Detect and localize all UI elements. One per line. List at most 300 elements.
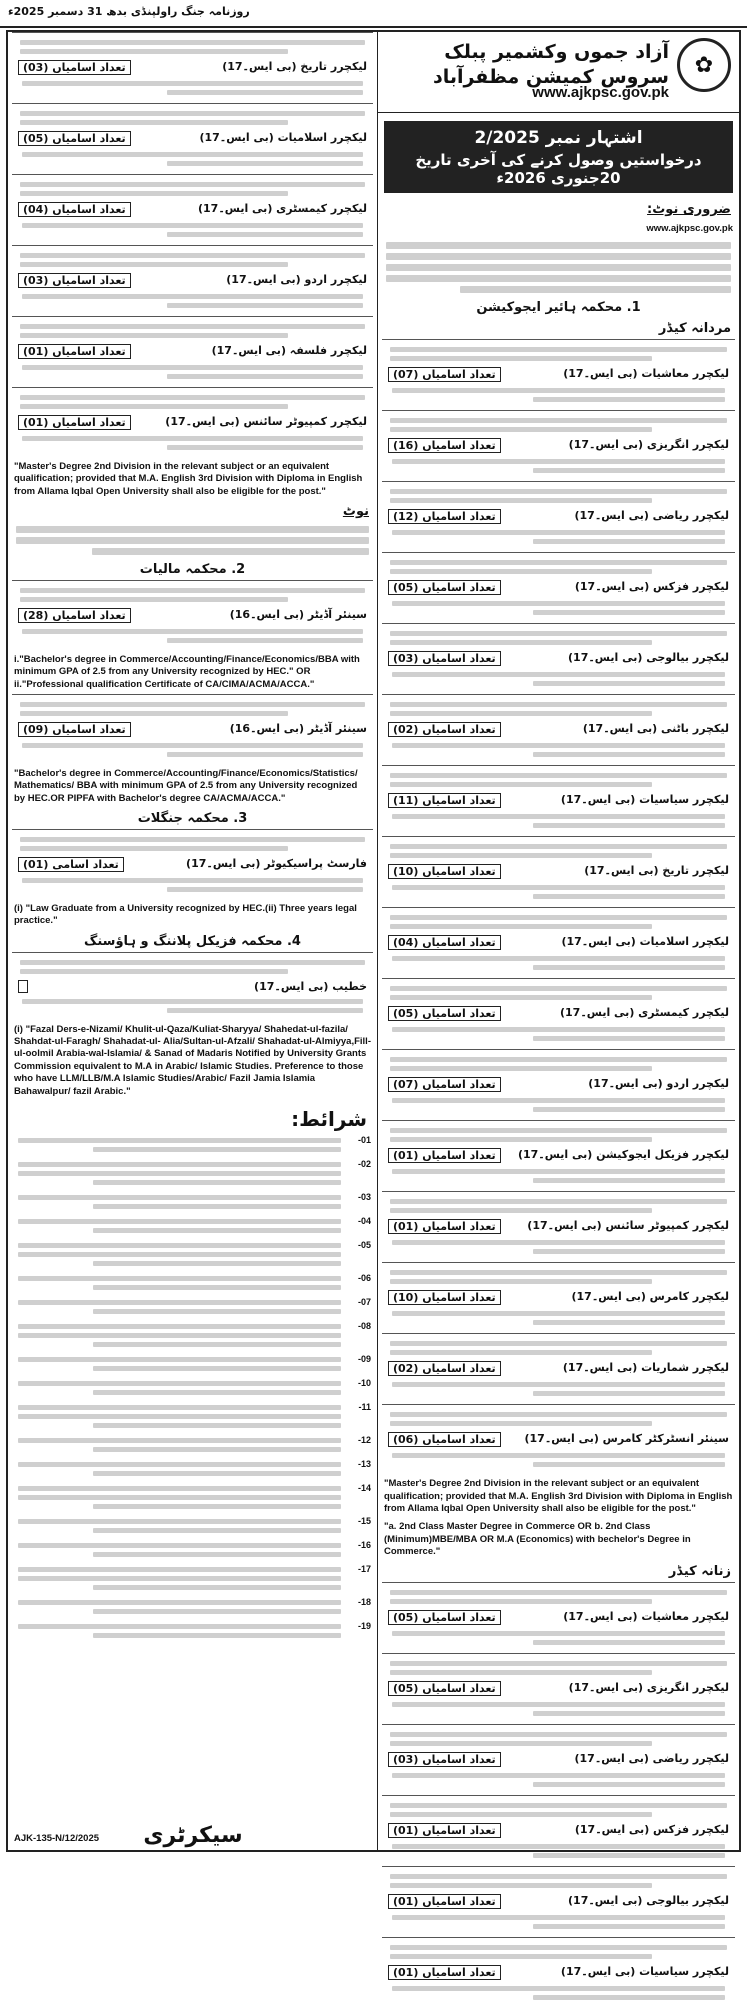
post-detail-line bbox=[167, 1008, 363, 1013]
job-post bbox=[12, 316, 373, 387]
condition-line bbox=[18, 1243, 341, 1248]
post-detail-line bbox=[392, 1986, 725, 1991]
post-detail-line bbox=[390, 1128, 727, 1133]
note-line bbox=[386, 275, 731, 282]
post-title: لیکچرر سیاسیات (بی ایس۔17) bbox=[560, 1965, 729, 1979]
condition-number: 16- bbox=[357, 1539, 371, 1550]
post-title-row bbox=[384, 1359, 733, 1378]
post-title: لیکچرر کیمسٹری (بی ایس۔17) bbox=[559, 1006, 729, 1020]
post-detail-line bbox=[390, 631, 727, 636]
note-line bbox=[386, 253, 731, 260]
condition-line bbox=[18, 1252, 341, 1257]
post-details bbox=[384, 1270, 733, 1284]
post-detail-line bbox=[167, 638, 363, 643]
job-post bbox=[12, 580, 373, 651]
condition-text bbox=[14, 1296, 345, 1318]
condition-line bbox=[18, 1300, 341, 1305]
post-detail-line bbox=[392, 1773, 725, 1778]
post-vacancies: تعداد اسامیاں (16) bbox=[388, 438, 501, 453]
job-post bbox=[382, 1120, 735, 1191]
commerce-eligibility: "a. 2nd Class Master Degree in Commerce OR b. 2nd Class (Minimum)MBE/MBA OR M.A (Economics) with bechelor's Degree in Commerce." bbox=[384, 1521, 691, 1558]
post-title-row bbox=[384, 365, 733, 384]
post-detail-line bbox=[390, 569, 652, 574]
condition-item bbox=[8, 1214, 377, 1238]
condition-item bbox=[8, 1538, 377, 1562]
post-detail-line bbox=[390, 924, 652, 929]
post-vacancies: تعداد اسامیاں (01) bbox=[388, 1219, 501, 1234]
post-detail-line bbox=[390, 1670, 652, 1675]
post-detail-line bbox=[22, 999, 363, 1004]
post-title: سینئر آڈیٹر (بی ایس۔16) bbox=[229, 608, 367, 622]
post-details bbox=[384, 702, 733, 716]
post-detail-line bbox=[22, 629, 363, 634]
condition-number: 02- bbox=[357, 1158, 371, 1169]
post-title-row bbox=[384, 1430, 733, 1449]
post-detail-line bbox=[390, 702, 727, 707]
post-vacancies: تعداد اسامیاں (07) bbox=[388, 1077, 501, 1092]
post-detail-line bbox=[20, 837, 365, 842]
post-title-row bbox=[384, 933, 733, 952]
condition-number: 01- bbox=[357, 1134, 371, 1145]
post-detail-line bbox=[167, 161, 363, 166]
post-detail-line bbox=[392, 1311, 725, 1316]
notes-website[interactable]: www.ajkpsc.gov.pk bbox=[646, 223, 733, 234]
post-vacancies: تعداد اسامیاں (01) bbox=[18, 344, 131, 359]
condition-line bbox=[18, 1162, 341, 1167]
post-detail-line bbox=[392, 814, 725, 819]
condition-item bbox=[8, 1514, 377, 1538]
job-post bbox=[382, 1582, 735, 1653]
post-title-row bbox=[14, 413, 371, 432]
post-detail-line bbox=[390, 1661, 727, 1666]
post-detail-line bbox=[390, 1199, 727, 1204]
condition-text bbox=[14, 1191, 345, 1213]
condition-line bbox=[93, 1504, 341, 1509]
post-details bbox=[384, 1128, 733, 1142]
job-post bbox=[382, 1191, 735, 1262]
job-post bbox=[12, 174, 373, 245]
post-detail-line bbox=[392, 1915, 725, 1920]
post-detail-line bbox=[167, 887, 363, 892]
condition-number: 07- bbox=[357, 1296, 371, 1307]
condition-number: 18- bbox=[357, 1596, 371, 1607]
planning-eligibility: (i) "Fazal Ders-e-Nizami/ Khulit-ul-Qaza/Kuliat-Sharyya/ Shahedat-ul-fazila/ Shahdat-ul-Faragh/ Shahadat-ul- Alia/Sultan-ul-Afzali/ Shahadat-ul-Almiyya,Fill-ul-oolmil Arabia-wal-Islamia/ & Sanad of Madaris Notified by University Grants Commission equivalent to M.A in Arabic/ Islamic Studies. Preference to those who have LLM/LLB/M.A Islamic Studies/Arabic/ Fazil Jamia Islamia Bahawalpur/ fazil Arabic." bbox=[14, 1023, 371, 1097]
condition-line bbox=[93, 1147, 341, 1152]
condition-text bbox=[14, 1377, 345, 1399]
post-detail-line bbox=[390, 853, 652, 858]
post-title: لیکچرر ریاضی (بی ایس۔17) bbox=[574, 1752, 729, 1766]
important-notes-heading: ضروری نوٹ: bbox=[647, 202, 731, 217]
post-details bbox=[14, 395, 371, 409]
note-line bbox=[386, 242, 731, 249]
post-title-row bbox=[384, 1288, 733, 1307]
post-title: لیکچرر تاریخ (بی ایس۔17) bbox=[222, 60, 367, 73]
post-detail-line bbox=[22, 81, 363, 86]
condition-item bbox=[8, 1133, 377, 1157]
condition-text bbox=[14, 1158, 345, 1189]
post-detail-line bbox=[533, 1178, 725, 1183]
post-detail-line bbox=[390, 844, 727, 849]
post-title: لیکچرر کمپیوٹر سائنس (بی ایس۔17) bbox=[165, 415, 367, 428]
job-post bbox=[382, 836, 735, 907]
condition-text bbox=[14, 1563, 345, 1594]
organization-name: آزاد جموں وکشمیر پبلک سروس کمیشن مظفرآباد bbox=[432, 41, 669, 88]
post-detail-line bbox=[390, 915, 727, 920]
job-post bbox=[382, 907, 735, 978]
post-vacancies: تعداد اسامیاں (03) bbox=[388, 1752, 501, 1767]
post-detail-line bbox=[20, 597, 288, 602]
condition-line bbox=[93, 1285, 341, 1290]
condition-number: 08- bbox=[357, 1320, 371, 1331]
post-vacancies: تعداد اسامیاں (04) bbox=[18, 202, 131, 217]
post-detail-line bbox=[392, 388, 725, 393]
masthead bbox=[378, 32, 739, 113]
post-detail-line bbox=[533, 1924, 725, 1929]
condition-text bbox=[14, 1239, 345, 1270]
post-detail-line bbox=[390, 1208, 652, 1213]
condition-line bbox=[18, 1486, 341, 1491]
post-detail-line bbox=[20, 846, 288, 851]
post-detail-line bbox=[20, 120, 288, 125]
post-detail-line bbox=[392, 1631, 725, 1636]
post-title: لیکچرر فزکس (بی ایس۔17) bbox=[574, 580, 729, 594]
post-vacancies: تعداد اسامیاں (03) bbox=[388, 651, 501, 666]
post-details bbox=[384, 631, 733, 645]
condition-line bbox=[93, 1342, 341, 1347]
advert-deadline: درخواستیں وصول کرنے کی آخری تاریخ 20جنوری 2026ء bbox=[415, 151, 702, 187]
post-vacancies: تعداد اسامیاں (02) bbox=[388, 722, 501, 737]
post-details bbox=[384, 1341, 733, 1355]
post-title-row bbox=[384, 1608, 733, 1627]
post-title: لیکچرر انگریزی (بی ایس۔17) bbox=[568, 1681, 729, 1695]
post-vacancies: تعداد اسامیاں (01) bbox=[388, 1823, 501, 1838]
post-detail-line bbox=[390, 347, 727, 352]
post-detail-line bbox=[390, 1741, 652, 1746]
post-detail-line bbox=[533, 1036, 725, 1041]
condition-line bbox=[18, 1438, 341, 1443]
condition-line bbox=[18, 1519, 341, 1524]
job-post bbox=[382, 1404, 735, 1475]
secretary-signature: سیکرٹری bbox=[143, 1823, 243, 1848]
job-post bbox=[382, 765, 735, 836]
post-vacancies: تعداد اسامیاں (12) bbox=[388, 509, 501, 524]
left-posts-list bbox=[8, 32, 377, 458]
post-details bbox=[14, 588, 371, 602]
post-title: لیکچرر ریاضی (بی ایس۔17) bbox=[574, 509, 729, 523]
post-detail-line bbox=[392, 459, 725, 464]
post-detail-line bbox=[390, 773, 727, 778]
post-details bbox=[384, 844, 733, 858]
job-post bbox=[12, 387, 373, 458]
condition-line bbox=[93, 1390, 341, 1395]
condition-text bbox=[14, 1620, 345, 1642]
condition-text bbox=[14, 1134, 345, 1156]
job-post bbox=[12, 694, 373, 765]
post-vacancies: تعداد اسامیاں (05) bbox=[388, 1681, 501, 1696]
post-detail-line bbox=[22, 878, 363, 883]
finance-eligibility-2: "Bachelor's degree in Commerce/Accounting/Finance/Economics/Statistics/ Mathematics/ BBA with minimum GPA of 2.5 from any University recognized by HEC.OR PIPFA with Bachelor's degree CA/ACMA/ACCA." bbox=[14, 768, 358, 804]
post-title-row bbox=[384, 791, 733, 810]
post-details bbox=[384, 1732, 733, 1746]
post-detail-line bbox=[533, 1462, 725, 1467]
post-detail-line bbox=[20, 404, 288, 409]
post-details bbox=[384, 560, 733, 574]
condition-item bbox=[8, 1352, 377, 1376]
post-detail-line bbox=[20, 324, 365, 329]
post-details bbox=[14, 960, 371, 974]
post-title: لیکچرر شماریات (بی ایس۔17) bbox=[562, 1361, 729, 1375]
post-title-row bbox=[384, 507, 733, 526]
condition-text bbox=[14, 1320, 345, 1351]
job-post bbox=[382, 1866, 735, 1937]
post-detail-line bbox=[533, 397, 725, 402]
post-title: لیکچرر باٹنی (بی ایس۔17) bbox=[582, 722, 729, 736]
condition-item bbox=[8, 1457, 377, 1481]
condition-line bbox=[93, 1204, 341, 1209]
post-vacancies: تعداد اسامی (01) bbox=[18, 857, 124, 872]
forest-eligibility: (i) "Law Graduate from a University recognized by HEC.(ii) Three years legal practice." bbox=[14, 903, 357, 927]
post-vacancies: تعداد اسامیاں (05) bbox=[388, 1610, 501, 1625]
post-title: لیکچرر سیاسیات (بی ایس۔17) bbox=[560, 793, 729, 807]
post-detail-line bbox=[167, 303, 363, 308]
right-column bbox=[378, 32, 739, 1980]
section-finance: 2. محکمہ مالیات bbox=[139, 562, 246, 578]
post-title-row bbox=[384, 1963, 733, 1982]
post-detail-line bbox=[390, 356, 652, 361]
condition-number: 04- bbox=[357, 1215, 371, 1226]
post-detail-line bbox=[392, 1453, 725, 1458]
post-detail-line bbox=[390, 1412, 727, 1417]
post-title: لیکچرر معاشیات (بی ایس۔17) bbox=[563, 367, 729, 381]
job-post bbox=[12, 103, 373, 174]
condition-line bbox=[18, 1138, 341, 1143]
condition-line bbox=[93, 1447, 341, 1452]
condition-text bbox=[14, 1401, 345, 1432]
post-title: لیکچرر معاشیات (بی ایس۔17) bbox=[563, 1610, 729, 1624]
post-title: لیکچرر بیالوجی (بی ایس۔17) bbox=[568, 651, 729, 665]
post-detail-line bbox=[533, 965, 725, 970]
post-vacancies: تعداد اسامیاں (05) bbox=[18, 131, 131, 146]
condition-line bbox=[93, 1180, 341, 1185]
post-detail-line bbox=[390, 498, 652, 503]
post-detail-line bbox=[390, 418, 727, 423]
condition-line bbox=[18, 1567, 341, 1572]
post-detail-line bbox=[390, 1599, 652, 1604]
post-detail-line bbox=[533, 468, 725, 473]
notice-label: نوٹ bbox=[342, 504, 369, 520]
post-vacancies: تعداد اسامیاں (09) bbox=[18, 722, 131, 737]
post-detail-line bbox=[20, 49, 288, 54]
notice-line bbox=[16, 537, 369, 544]
post-detail-line bbox=[20, 588, 365, 593]
post-title-row bbox=[14, 58, 371, 77]
post-title-row bbox=[14, 200, 371, 219]
post-detail-line bbox=[390, 1066, 652, 1071]
post-title: لیکچرر بیالوجی (بی ایس۔17) bbox=[568, 1894, 729, 1908]
condition-item bbox=[8, 1481, 377, 1514]
post-detail-line bbox=[533, 1640, 725, 1645]
job-post bbox=[382, 552, 735, 623]
job-post bbox=[382, 1795, 735, 1866]
post-title: لیکچرر انگریزی (بی ایس۔17) bbox=[568, 438, 729, 452]
post-detail-line bbox=[390, 1732, 727, 1737]
post-details bbox=[384, 915, 733, 929]
post-detail-line bbox=[22, 152, 363, 157]
post-detail-line bbox=[390, 427, 652, 432]
condition-line bbox=[93, 1528, 341, 1533]
condition-number: 17- bbox=[357, 1563, 371, 1574]
post-detail-line bbox=[390, 1590, 727, 1595]
condition-line bbox=[18, 1414, 341, 1419]
condition-line bbox=[93, 1609, 341, 1614]
post-title-row bbox=[384, 1892, 733, 1911]
post-title-row bbox=[384, 1217, 733, 1236]
post-details bbox=[384, 1057, 733, 1071]
post-title-row bbox=[384, 720, 733, 739]
condition-item bbox=[8, 1619, 377, 1643]
post-detail-line bbox=[392, 1027, 725, 1032]
condition-item bbox=[8, 1595, 377, 1619]
post-details bbox=[14, 253, 371, 267]
post-detail-line bbox=[533, 894, 725, 899]
post-detail-line bbox=[390, 1270, 727, 1275]
post-detail-line bbox=[390, 1883, 652, 1888]
post-detail-line bbox=[167, 445, 363, 450]
post-details bbox=[384, 489, 733, 503]
condition-line bbox=[18, 1324, 341, 1329]
post-detail-line bbox=[392, 1382, 725, 1387]
post-detail-line bbox=[390, 1812, 652, 1817]
post-detail-line bbox=[392, 885, 725, 890]
post-title: لیکچرر فزکس (بی ایس۔17) bbox=[574, 1823, 729, 1837]
finance-post bbox=[8, 580, 377, 651]
post-details bbox=[384, 1874, 733, 1888]
post-title-row bbox=[384, 649, 733, 668]
condition-number: 03- bbox=[357, 1191, 371, 1202]
condition-text bbox=[14, 1515, 345, 1537]
post-detail-line bbox=[533, 1320, 725, 1325]
conditions-list bbox=[8, 1133, 377, 1643]
post-title: سینئر آڈیٹر (بی ایس۔16) bbox=[229, 722, 367, 736]
post-detail-line bbox=[392, 956, 725, 961]
condition-line bbox=[18, 1576, 341, 1581]
post-details bbox=[14, 324, 371, 338]
conditions-heading: شرائط: bbox=[291, 1106, 367, 1131]
post-detail-line bbox=[390, 1421, 652, 1426]
post-details bbox=[384, 1412, 733, 1426]
masters-eligibility-text: "Master's Degree 2nd Division in the relevant subject or an equivalent qualification; provided that M.A. English 3rd Division with Diploma in English from Allama Iqbal Open University shall also be eligible for the post." bbox=[14, 461, 363, 497]
condition-line bbox=[93, 1633, 341, 1638]
condition-line bbox=[93, 1309, 341, 1314]
post-detail-line bbox=[390, 782, 652, 787]
post-title: لیکچرر کمپیوٹر سائنس (بی ایس۔17) bbox=[527, 1219, 729, 1233]
female-cadre-heading: زنانہ کیڈر bbox=[668, 1564, 731, 1580]
condition-line bbox=[93, 1471, 341, 1476]
condition-line bbox=[93, 1366, 341, 1371]
post-title-row bbox=[384, 578, 733, 597]
condition-text bbox=[14, 1596, 345, 1618]
post-title-row bbox=[384, 1821, 733, 1840]
forest-post bbox=[8, 829, 377, 900]
right-posts-list bbox=[378, 339, 739, 1475]
advert-number: اشتہار نمبر 2/2025 bbox=[474, 128, 643, 148]
post-detail-line bbox=[533, 681, 725, 686]
post-details bbox=[14, 182, 371, 196]
post-title-row bbox=[384, 1146, 733, 1165]
post-detail-line bbox=[20, 191, 288, 196]
left-column bbox=[8, 32, 378, 1850]
post-details bbox=[14, 111, 371, 125]
post-vacancies: تعداد اسامیاں (05) bbox=[388, 580, 501, 595]
post-detail-line bbox=[392, 743, 725, 748]
notice-line bbox=[16, 526, 369, 533]
post-title-row bbox=[384, 436, 733, 455]
condition-line bbox=[18, 1495, 341, 1500]
male-cadre-heading: مردانہ کیڈر bbox=[658, 321, 731, 337]
website-link[interactable]: www.ajkpsc.gov.pk bbox=[532, 84, 669, 101]
post-title: لیکچرر اردو (بی ایس۔17) bbox=[588, 1077, 729, 1091]
post-vacancies: تعداد اسامیاں (01) bbox=[388, 1894, 501, 1909]
condition-number: 12- bbox=[357, 1434, 371, 1445]
condition-number: 11- bbox=[358, 1401, 371, 1412]
condition-line bbox=[18, 1219, 341, 1224]
post-title-row bbox=[14, 855, 371, 874]
condition-line bbox=[18, 1171, 341, 1176]
post-title-row bbox=[14, 271, 371, 290]
post-detail-line bbox=[392, 672, 725, 677]
post-details bbox=[384, 1945, 733, 1959]
post-detail-line bbox=[392, 601, 725, 606]
job-post bbox=[382, 978, 735, 1049]
post-detail-line bbox=[533, 1995, 725, 2000]
post-detail-line bbox=[390, 1945, 727, 1950]
post-detail-line bbox=[390, 995, 652, 1000]
advert-banner bbox=[384, 121, 733, 193]
section-higher-education: 1. محکمہ ہائیر ایجوکیشن bbox=[476, 300, 641, 316]
post-detail-line bbox=[22, 365, 363, 370]
condition-line bbox=[18, 1624, 341, 1629]
post-detail-line bbox=[20, 253, 365, 258]
post-vacancies: تعداد اسامیاں (02) bbox=[388, 1361, 501, 1376]
job-post bbox=[382, 623, 735, 694]
post-title-row bbox=[14, 978, 371, 995]
post-detail-line bbox=[533, 752, 725, 757]
condition-line bbox=[18, 1405, 341, 1410]
job-post bbox=[12, 952, 373, 1021]
condition-number: 13- bbox=[357, 1458, 371, 1469]
section-planning: 4. محکمہ فزیکل پلاننگ و ہاؤسنگ bbox=[84, 933, 301, 949]
post-detail-line bbox=[20, 711, 288, 716]
post-details bbox=[384, 1199, 733, 1213]
post-title-row bbox=[384, 1679, 733, 1698]
condition-line bbox=[18, 1543, 341, 1548]
condition-number: 14- bbox=[357, 1482, 371, 1493]
post-details bbox=[384, 1661, 733, 1675]
advert-reference: AJK-135-N/12/2025 bbox=[14, 1833, 100, 1844]
condition-text bbox=[14, 1458, 345, 1480]
post-title-row bbox=[384, 1075, 733, 1094]
condition-line bbox=[18, 1600, 341, 1605]
post-title-row bbox=[14, 129, 371, 148]
post-detail-line bbox=[20, 960, 365, 965]
post-detail-line bbox=[20, 969, 288, 974]
post-detail-line bbox=[390, 986, 727, 991]
condition-line bbox=[93, 1552, 341, 1557]
post-detail-line bbox=[20, 182, 365, 187]
post-detail-line bbox=[392, 1844, 725, 1849]
condition-line bbox=[93, 1585, 341, 1590]
post-detail-line bbox=[390, 1954, 652, 1959]
